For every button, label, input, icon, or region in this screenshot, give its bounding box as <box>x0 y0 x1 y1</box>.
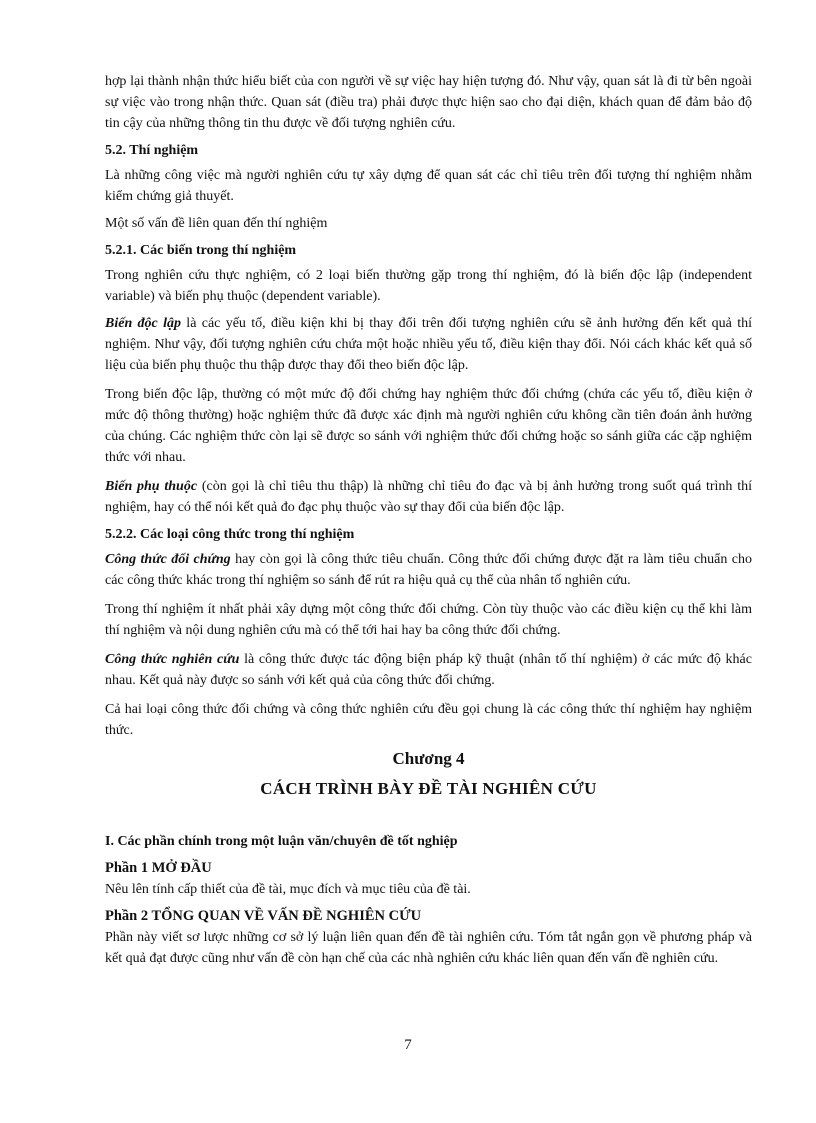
dependent-variable-text: (còn gọi là chỉ tiêu thu thập) là những chỉ tiêu đo đạc và bị ảnh hưởng trong suốt quá trình thí nghiệm, hay có thể nói kết quả đo đạc phụ thuộc vào sự thay đổi của biến độc lập. <box>105 479 752 515</box>
section-5-2-2-paragraph-2: Trong thí nghiệm ít nhất phải xây dựng một công thức đối chứng. Còn tùy thuộc vào các điều kiện cụ thể khi làm thí nghiệm và nội dung nghiên cứu mà có thể tới hai hay ba công thức đối chứng. <box>105 602 752 638</box>
page-number: 7 <box>404 1037 412 1053</box>
chapter-number: Chương 4 <box>392 749 465 768</box>
section-5-2-1-heading: 5.2.1. Các biến trong thí nghiệm <box>105 243 297 258</box>
research-formula-text: là công thức được tác động biện pháp kỹ thuật (nhân tố thí nghiệm) ở các mức độ khác nhau. Kết quả này được so sánh với kết quả của công thức đối chứng. <box>105 652 752 688</box>
section-5-2-heading: 5.2. Thí nghiệm <box>105 143 199 158</box>
part-2-title: Phần 2 TỔNG QUAN VỀ VẤN ĐỀ NGHIÊN CỨU <box>105 908 422 924</box>
control-formula-term: Công thức đối chứng <box>105 552 231 567</box>
part-2-text: Phần này viết sơ lược những cơ sở lý luận liên quan đến đề tài nghiên cứu. Tóm tắt ngắn gọn về phương pháp và kết quả đạt được cũng như vấn đề còn hạn chế của các nhà nghiên cứu khác liên quan đến vấn đề nghiên cứu. <box>105 930 752 966</box>
independent-variable-paragraph <box>105 313 752 376</box>
section-5-2-2-paragraph-4: Cả hai loại công thức đối chứng và công thức nghiên cứu đều gọi chung là các công thức thí nghiệm hay nghiệm thức. <box>105 702 752 738</box>
control-formula-paragraph <box>105 549 752 591</box>
dependent-variable-term: Biến phụ thuộc <box>105 479 198 494</box>
chapter-title: CÁCH TRÌNH BÀY ĐỀ TÀI NGHIÊN CỨU <box>260 779 597 798</box>
research-formula-term: Công thức nghiên cứu <box>105 652 240 667</box>
research-formula-paragraph <box>105 649 752 691</box>
control-formula-text: hay còn gọi là công thức tiêu chuẩn. Công thức đối chứng được đặt ra làm tiêu chuẩn cho các công thức khác trong thí nghiệm so sánh để rút ra hiệu quả cụ thể của nhân tố nghiên cứu. <box>105 552 753 588</box>
section-5-2-paragraph-2: Một số vấn đề liên quan đến thí nghiệm <box>105 216 328 231</box>
section-5-2-2-heading: 5.2.2. Các loại công thức trong thí nghiệm <box>105 527 355 542</box>
dependent-variable-paragraph <box>105 476 752 518</box>
intro-paragraph: hợp lại thành nhận thức hiểu biết của con người về sự việc hay hiện tượng đó. Như vậy, quan sát là đi từ bên ngoài sự việc vào trong nhận thức. Quan sát (điều tra) phải được thực hiện sao cho đại diện, khách quan để đảm bảo độ tin cậy của những thông tin thu được về đối tượng nghiên cứu. <box>105 74 752 131</box>
independent-variable-term: Biến độc lập <box>105 316 181 331</box>
section-5-2-paragraph-1: Là những công việc mà người nghiên cứu tự xây dựng để quan sát các chỉ tiêu trên đối tượng thí nghiệm nhằm kiểm chứng giả thuyết. <box>105 168 752 204</box>
part-1-text: Nêu lên tính cấp thiết của đề tài, mục đích và mục tiêu của đề tài. <box>105 882 471 897</box>
part-1-title: Phần 1 MỞ ĐẦU <box>105 860 212 876</box>
independent-variable-text: là các yếu tố, điều kiện khi bị thay đổi trên đối tượng nghiên cứu sẽ ảnh hưởng đến kết quả thí nghiệm. Như vậy, đối tượng nghiên cứu chứa một hoặc nhiều yếu tố, điều kiện thay đổi. Nói cách khác kết quả số liệu của biến phụ thuộc thu thập được thay đổi theo biến độc lập. <box>105 316 752 373</box>
section-5-2-1-paragraph-1: Trong nghiên cứu thực nghiệm, có 2 loại biến thường gặp trong thí nghiệm, đó là biến độc lập (independent variable) và biến phụ thuộc (dependent variable). <box>105 268 752 304</box>
section-I-heading: I. Các phần chính trong một luận văn/chuyên đề tốt nghiệp <box>105 834 458 849</box>
section-5-2-1-paragraph-3: Trong biến độc lập, thường có một mức độ đối chứng hay nghiệm thức đối chứng (chứa các yếu tố, điều kiện ở mức độ thông thường) hoặc nghiệm thức đã được xác định mà người nghiên cứu không cần tiên đoán ảnh hưởng của chúng. Các nghiệm thức còn lại sẽ được so sánh với nghiệm thức đối chứng hoặc so sánh giữa các cặp nghiệm thức với nhau. <box>105 387 752 465</box>
